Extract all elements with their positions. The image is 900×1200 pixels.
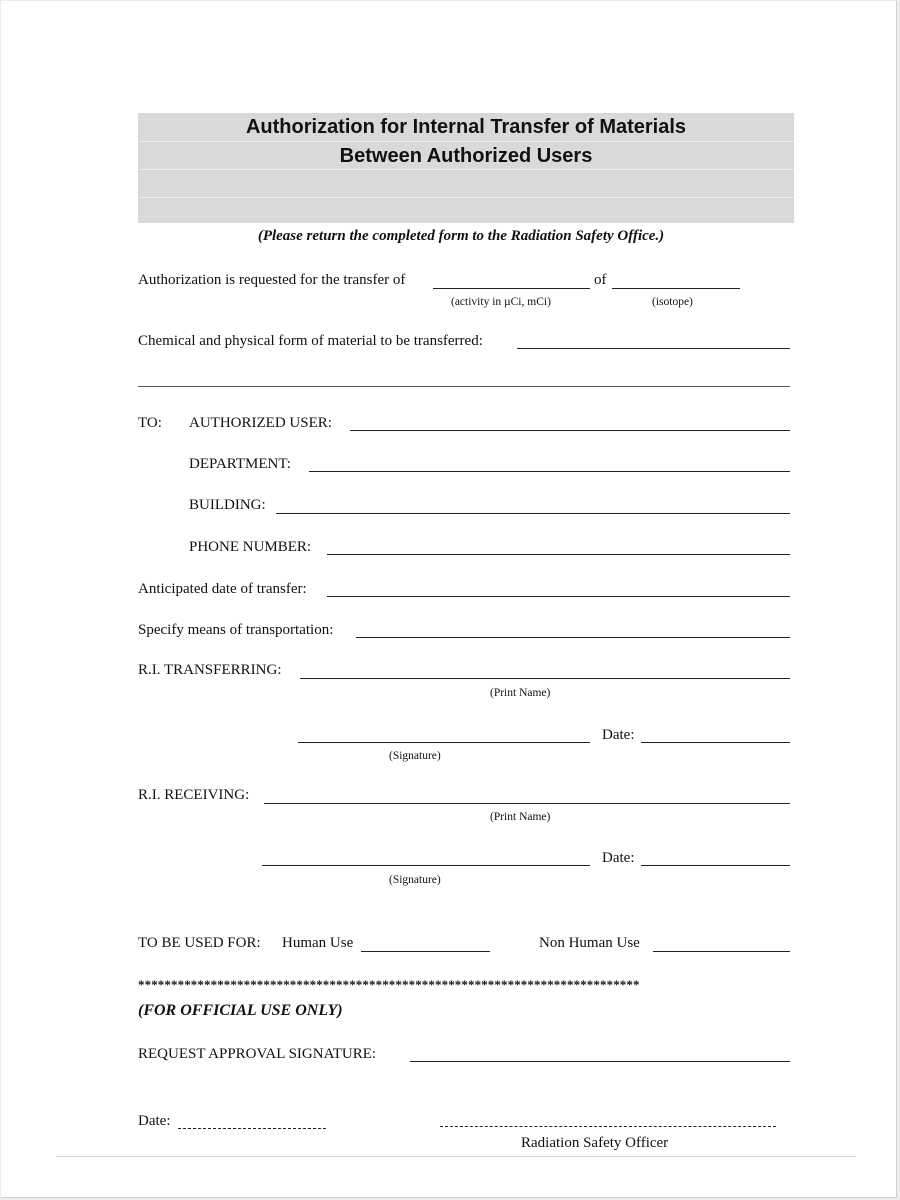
chemical-form-field-line2[interactable] bbox=[138, 386, 790, 387]
ri-receiving-signature-field[interactable] bbox=[262, 865, 590, 866]
department-label: DEPARTMENT: bbox=[189, 456, 291, 472]
ri-receiving-date-label: Date: bbox=[602, 850, 635, 866]
ri-receiving-signature-hint: (Signature) bbox=[389, 874, 441, 886]
building-label: BUILDING: bbox=[189, 497, 266, 513]
authorized-user-field[interactable] bbox=[350, 430, 790, 431]
phone-number-label: PHONE NUMBER: bbox=[189, 539, 312, 555]
activity-hint: (activity in µCi, mCi) bbox=[451, 296, 551, 308]
footer-date-label: Date: bbox=[138, 1113, 171, 1129]
ri-transferring-print-name-hint: (Print Name) bbox=[490, 687, 551, 699]
transfer-label: Authorization is requested for the transfer of bbox=[138, 272, 406, 288]
ri-transferring-name-field[interactable] bbox=[300, 678, 790, 679]
authorized-user-label: AUTHORIZED USER: bbox=[189, 415, 332, 431]
approval-signature-field[interactable] bbox=[410, 1061, 790, 1062]
instruction-text: (Please return the completed form to the Radiation Safety Office.) bbox=[257, 228, 665, 244]
form-title-line2: Between Authorized Users bbox=[339, 145, 593, 167]
transport-means-field[interactable] bbox=[356, 637, 790, 638]
ri-receiving-name-field[interactable] bbox=[264, 803, 790, 804]
stars-divider: **************************************************************************** bbox=[138, 977, 640, 992]
ri-transferring-signature-hint: (Signature) bbox=[389, 750, 441, 762]
transport-means-label: Specify means of transportation: bbox=[138, 622, 334, 638]
department-field[interactable] bbox=[309, 471, 790, 472]
building-field[interactable] bbox=[276, 513, 790, 514]
page-bottom-rule bbox=[56, 1156, 856, 1157]
ri-receiving-date-field[interactable] bbox=[641, 865, 790, 866]
use-label: TO BE USED FOR: bbox=[138, 935, 261, 951]
chemical-form-label: Chemical and physical form of material to be transferred: bbox=[138, 333, 483, 349]
non-human-use-label: Non Human Use bbox=[539, 935, 640, 951]
approval-signature-label: REQUEST APPROVAL SIGNATURE: bbox=[138, 1046, 377, 1062]
non-human-use-field[interactable] bbox=[653, 951, 790, 952]
ri-receiving-print-name-hint: (Print Name) bbox=[490, 811, 551, 823]
ri-transferring-date-field[interactable] bbox=[641, 742, 790, 743]
of-text: of bbox=[594, 272, 607, 288]
ri-transferring-signature-field[interactable] bbox=[298, 742, 590, 743]
to-label: TO: bbox=[138, 415, 162, 431]
rso-signature-field[interactable] bbox=[440, 1126, 776, 1127]
ri-transferring-date-label: Date: bbox=[602, 727, 635, 743]
footer-date-field[interactable] bbox=[178, 1128, 326, 1129]
form-header bbox=[138, 113, 794, 223]
phone-number-field[interactable] bbox=[327, 554, 790, 555]
rso-label: Radiation Safety Officer bbox=[521, 1135, 669, 1151]
anticipated-date-label: Anticipated date of transfer: bbox=[138, 581, 307, 597]
chemical-form-field[interactable] bbox=[517, 348, 790, 349]
human-use-field[interactable] bbox=[361, 951, 490, 952]
isotope-hint: (isotope) bbox=[652, 296, 693, 308]
ri-receiving-label: R.I. RECEIVING: bbox=[138, 787, 250, 803]
isotope-field[interactable] bbox=[612, 288, 740, 289]
official-use-heading: (FOR OFFICIAL USE ONLY) bbox=[138, 1002, 343, 1019]
form-page bbox=[1, 1, 897, 1198]
form-title-line1: Authorization for Internal Transfer of Materials bbox=[245, 116, 687, 138]
ri-transferring-label: R.I. TRANSFERRING: bbox=[138, 662, 282, 678]
anticipated-date-field[interactable] bbox=[327, 596, 790, 597]
activity-field[interactable] bbox=[433, 288, 590, 289]
human-use-label: Human Use bbox=[282, 935, 354, 951]
